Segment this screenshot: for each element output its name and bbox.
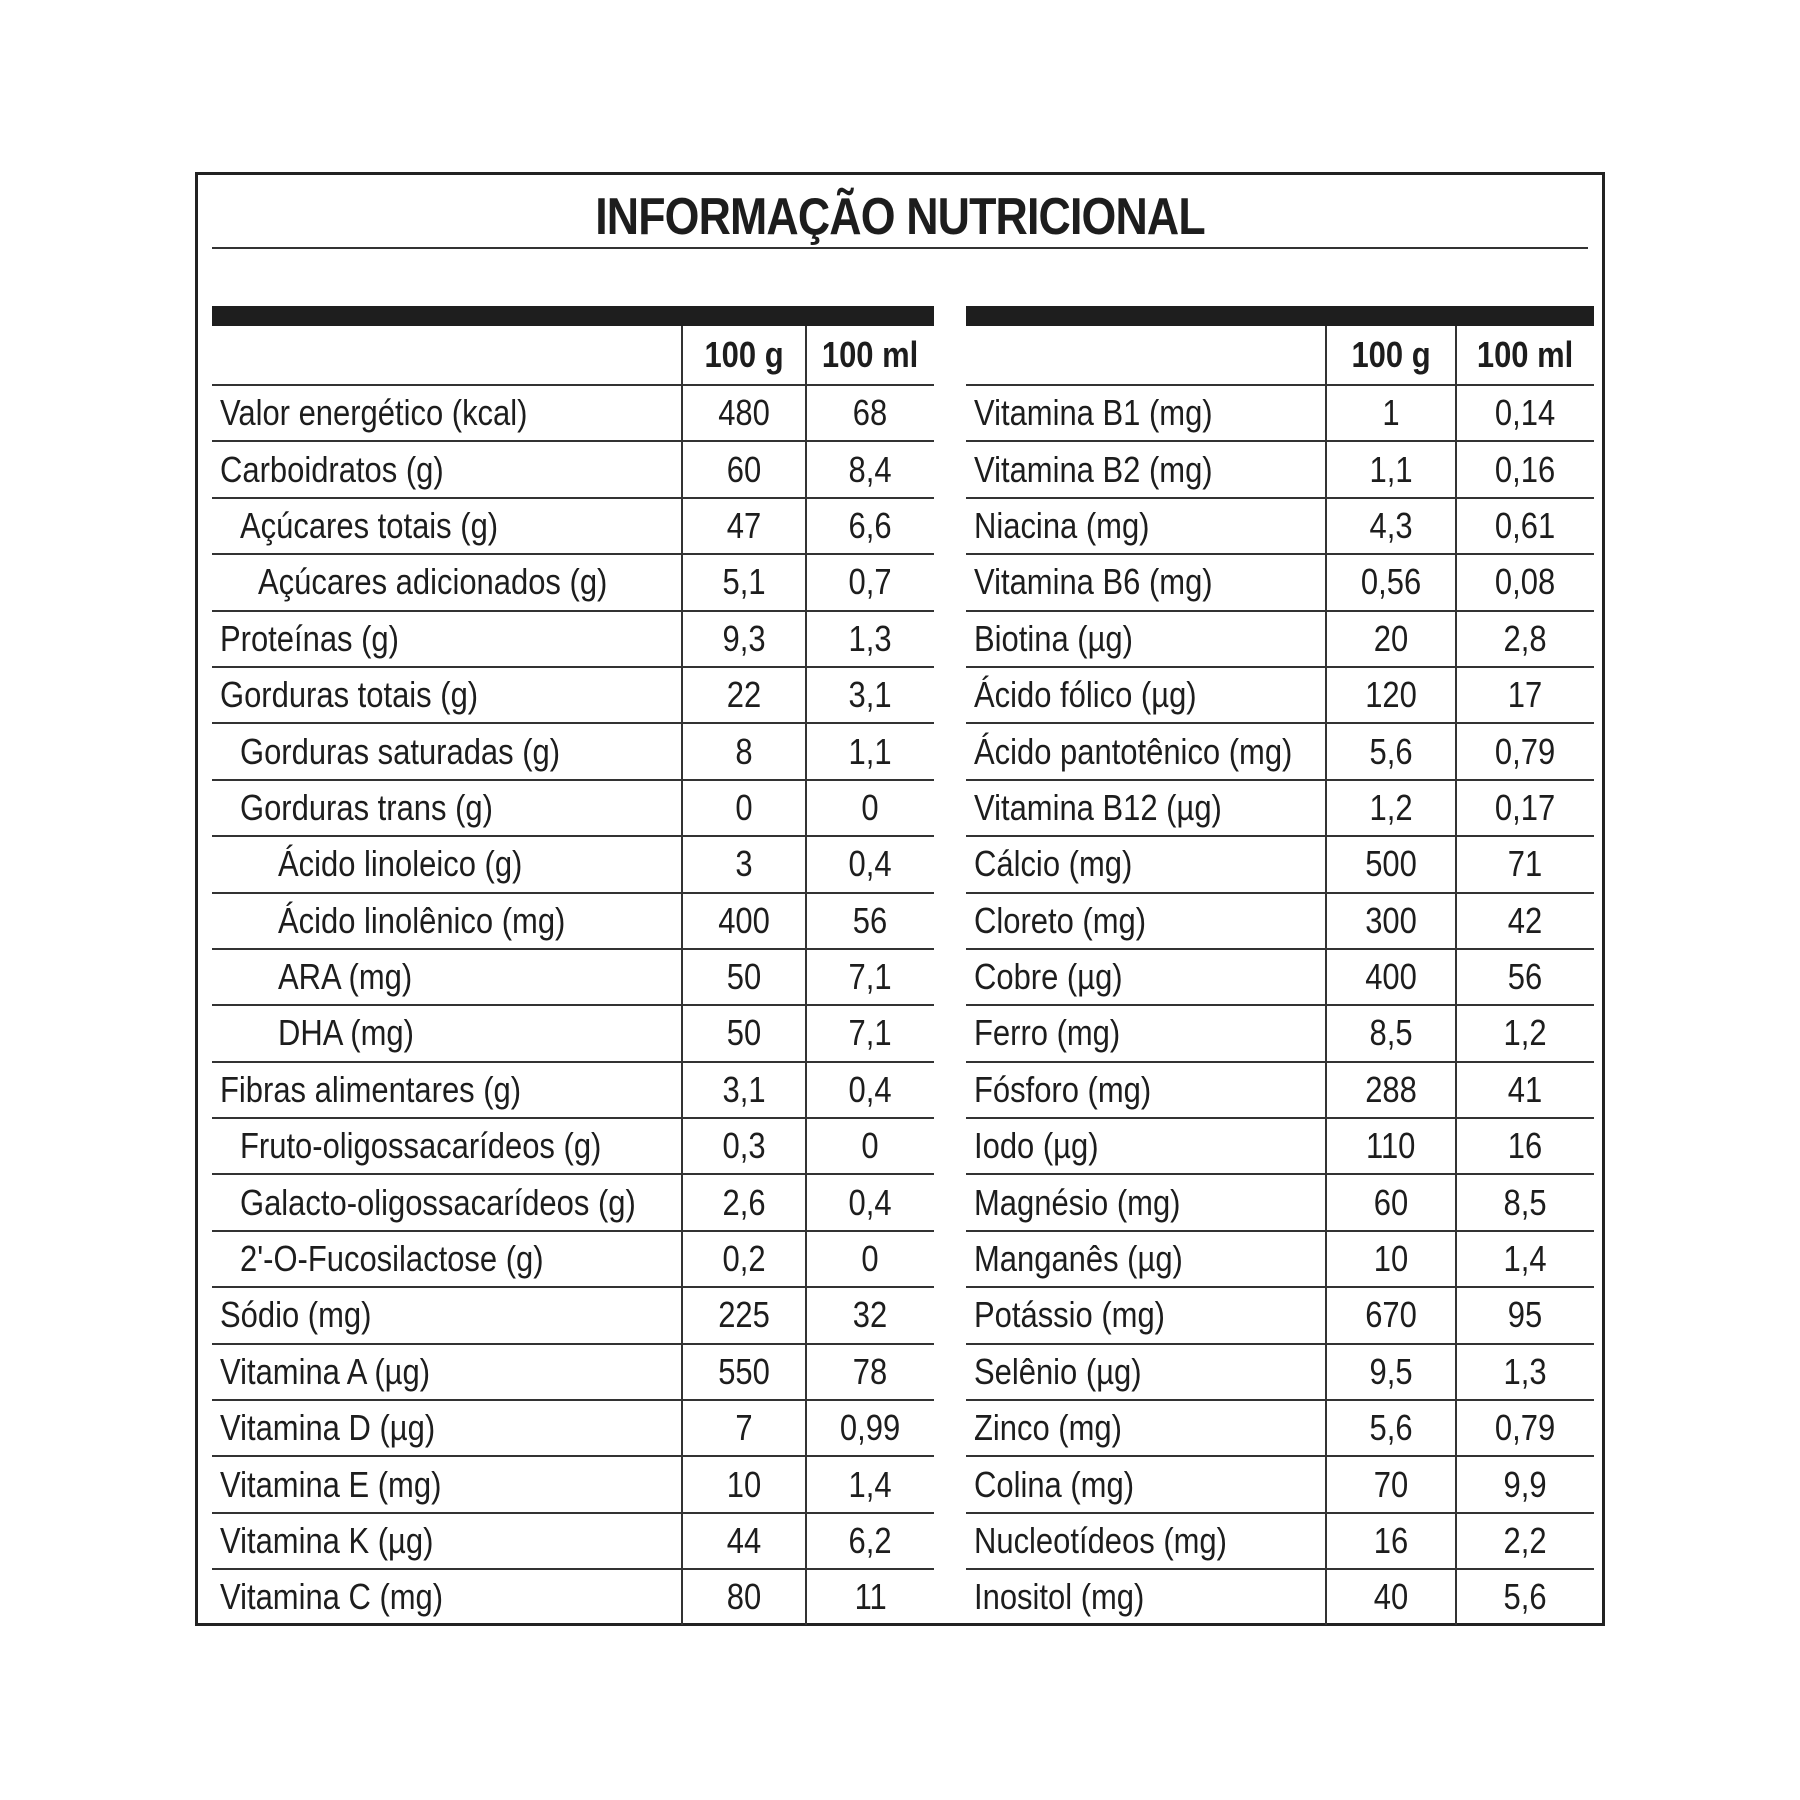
- value-per-100g: 50: [682, 1005, 806, 1061]
- nutrient-label: Ferro (mg): [966, 1005, 1326, 1061]
- value-per-100ml: 78: [806, 1344, 934, 1400]
- value-per-100g: 7: [682, 1400, 806, 1456]
- value-per-100ml: 68: [806, 385, 934, 441]
- value-per-100g: 8: [682, 723, 806, 779]
- value-per-100ml: 7,1: [806, 1005, 934, 1061]
- nutrient-row: [212, 385, 934, 441]
- nutrient-label: Valor energético (kcal): [212, 385, 682, 441]
- nutrient-label: Colina (mg): [966, 1456, 1326, 1512]
- value-per-100g: 20: [1326, 611, 1456, 667]
- nutrition-table-right: [966, 306, 1594, 1625]
- nutrient-label: Gorduras saturadas (g): [212, 723, 682, 779]
- value-per-100ml: 0,4: [806, 1174, 934, 1230]
- nutrient-label: Niacina (mg): [966, 498, 1326, 554]
- nutrient-label: Vitamina K (µg): [212, 1513, 682, 1569]
- nutrient-label: Nucleotídeos (mg): [966, 1513, 1326, 1569]
- value-per-100ml: 1,1: [806, 723, 934, 779]
- nutrient-label: Vitamina D (µg): [212, 1400, 682, 1456]
- value-per-100g: 8,5: [1326, 1005, 1456, 1061]
- value-per-100g: 22: [682, 667, 806, 723]
- nutrient-row: [212, 667, 934, 723]
- value-per-100ml: 1,2: [1456, 1005, 1594, 1061]
- value-per-100ml: 6,2: [806, 1513, 934, 1569]
- value-per-100g: 60: [1326, 1174, 1456, 1230]
- nutrient-label: Gorduras totais (g): [212, 667, 682, 723]
- value-per-100g: 80: [682, 1569, 806, 1624]
- value-per-100g: 10: [682, 1456, 806, 1512]
- nutrient-row: [212, 1456, 934, 1512]
- nutrient-row: [212, 498, 934, 554]
- value-per-100g: 3: [682, 836, 806, 892]
- nutrient-label: Fósforo (mg): [966, 1062, 1326, 1118]
- nutrient-row: [212, 949, 934, 1005]
- nutrition-facts-panel: [195, 172, 1605, 1626]
- value-per-100ml: 0,79: [1456, 723, 1594, 779]
- value-per-100g: 40: [1326, 1569, 1456, 1624]
- header-bar: [212, 306, 934, 326]
- nutrient-row: [212, 1513, 934, 1569]
- value-per-100g: 225: [682, 1287, 806, 1343]
- nutrient-label: Açúcares adicionados (g): [212, 554, 682, 610]
- nutrient-label: Manganês (µg): [966, 1231, 1326, 1287]
- per-100g-header: 100 g: [682, 326, 806, 385]
- value-per-100ml: 9,9: [1456, 1456, 1594, 1512]
- nutrient-label: Cálcio (mg): [966, 836, 1326, 892]
- nutrient-label: ARA (mg): [212, 949, 682, 1005]
- nutrient-row: [212, 1344, 934, 1400]
- nutrient-label: Galacto-oligossacarídeos (g): [212, 1174, 682, 1230]
- nutrient-row: [212, 1287, 934, 1343]
- value-per-100ml: 0,16: [1456, 441, 1594, 497]
- value-per-100g: 16: [1326, 1513, 1456, 1569]
- nutrient-label: Vitamina B6 (mg): [966, 554, 1326, 610]
- value-per-100ml: 1,4: [1456, 1231, 1594, 1287]
- nutrient-row: [966, 1005, 1594, 1061]
- value-per-100ml: 0,4: [806, 1062, 934, 1118]
- column-header-row: [966, 326, 1594, 385]
- nutrient-row: [966, 1062, 1594, 1118]
- nutrient-row: [966, 441, 1594, 497]
- value-per-100ml: 0,61: [1456, 498, 1594, 554]
- value-per-100g: 5,1: [682, 554, 806, 610]
- nutrient-row: [966, 1174, 1594, 1230]
- nutrient-row: [966, 385, 1594, 441]
- value-per-100g: 480: [682, 385, 806, 441]
- value-per-100g: 5,6: [1326, 723, 1456, 779]
- value-per-100ml: 11: [806, 1569, 934, 1624]
- nutrient-label: Ácido pantotênico (mg): [966, 723, 1326, 779]
- value-per-100ml: 0: [806, 1118, 934, 1174]
- value-per-100g: 0,2: [682, 1231, 806, 1287]
- value-per-100g: 500: [1326, 836, 1456, 892]
- value-per-100ml: 8,4: [806, 441, 934, 497]
- value-per-100ml: 17: [1456, 667, 1594, 723]
- nutrient-label: Cloreto (mg): [966, 893, 1326, 949]
- nutrient-row: [212, 554, 934, 610]
- value-per-100ml: 7,1: [806, 949, 934, 1005]
- value-per-100g: 3,1: [682, 1062, 806, 1118]
- value-per-100g: 10: [1326, 1231, 1456, 1287]
- nutrient-row: [966, 893, 1594, 949]
- value-per-100ml: 0,79: [1456, 1400, 1594, 1456]
- nutrient-row: [966, 780, 1594, 836]
- value-per-100ml: 1,3: [1456, 1344, 1594, 1400]
- nutrient-row: [212, 836, 934, 892]
- nutrient-label: Selênio (µg): [966, 1344, 1326, 1400]
- value-per-100g: 288: [1326, 1062, 1456, 1118]
- nutrient-label: 2'-O-Fucosilactose (g): [212, 1231, 682, 1287]
- nutrient-label: Carboidratos (g): [212, 441, 682, 497]
- value-per-100ml: 6,6: [806, 498, 934, 554]
- nutrient-row: [966, 1344, 1594, 1400]
- value-per-100ml: 2,8: [1456, 611, 1594, 667]
- nutrient-label: Fruto-oligossacarídeos (g): [212, 1118, 682, 1174]
- value-per-100g: 44: [682, 1513, 806, 1569]
- value-per-100ml: 0,14: [1456, 385, 1594, 441]
- nutrient-label: Iodo (µg): [966, 1118, 1326, 1174]
- value-per-100g: 0,56: [1326, 554, 1456, 610]
- nutrition-table-left: [212, 306, 934, 1625]
- value-per-100ml: 0: [806, 780, 934, 836]
- nutrient-row: [966, 1456, 1594, 1512]
- panel-title: INFORMAÇÃO NUTRICIONAL: [595, 188, 1205, 246]
- nutrient-column-header: [966, 326, 1326, 385]
- title-divider: [212, 247, 1588, 249]
- nutrient-label: Fibras alimentares (g): [212, 1062, 682, 1118]
- nutrient-label: Ácido linoleico (g): [212, 836, 682, 892]
- value-per-100g: 9,5: [1326, 1344, 1456, 1400]
- nutrient-row: [966, 1400, 1594, 1456]
- nutrient-label: Zinco (mg): [966, 1400, 1326, 1456]
- value-per-100g: 2,6: [682, 1174, 806, 1230]
- value-per-100ml: 41: [1456, 1062, 1594, 1118]
- nutrient-row: [966, 1231, 1594, 1287]
- value-per-100g: 4,3: [1326, 498, 1456, 554]
- nutrient-label: Vitamina B12 (µg): [966, 780, 1326, 836]
- nutrient-row: [966, 1569, 1594, 1624]
- value-per-100ml: 56: [806, 893, 934, 949]
- nutrient-label: Ácido fólico (µg): [966, 667, 1326, 723]
- nutrient-label: Biotina (µg): [966, 611, 1326, 667]
- nutrient-row: [966, 498, 1594, 554]
- value-per-100g: 1,2: [1326, 780, 1456, 836]
- per-100ml-header: 100 ml: [1456, 326, 1594, 385]
- value-per-100g: 300: [1326, 893, 1456, 949]
- nutrient-column-header: [212, 326, 682, 385]
- value-per-100g: 550: [682, 1344, 806, 1400]
- value-per-100ml: 2,2: [1456, 1513, 1594, 1569]
- value-per-100g: 60: [682, 441, 806, 497]
- nutrient-label: Vitamina B1 (mg): [966, 385, 1326, 441]
- value-per-100g: 400: [1326, 949, 1456, 1005]
- nutrient-row: [212, 1118, 934, 1174]
- nutrient-row: [966, 836, 1594, 892]
- nutrient-label: Vitamina B2 (mg): [966, 441, 1326, 497]
- value-per-100g: 5,6: [1326, 1400, 1456, 1456]
- nutrient-label: Cobre (µg): [966, 949, 1326, 1005]
- nutrient-row: [966, 611, 1594, 667]
- nutrient-label: Potássio (mg): [966, 1287, 1326, 1343]
- header-bar: [966, 306, 1594, 326]
- nutrient-label: Ácido linolênico (mg): [212, 893, 682, 949]
- nutrient-row: [212, 1005, 934, 1061]
- value-per-100g: 47: [682, 498, 806, 554]
- nutrient-label: Magnésio (mg): [966, 1174, 1326, 1230]
- value-per-100ml: 0,4: [806, 836, 934, 892]
- nutrient-row: [212, 1569, 934, 1624]
- nutrient-row: [966, 667, 1594, 723]
- value-per-100ml: 71: [1456, 836, 1594, 892]
- value-per-100g: 0: [682, 780, 806, 836]
- value-per-100ml: 0,7: [806, 554, 934, 610]
- nutrient-label: DHA (mg): [212, 1005, 682, 1061]
- nutrient-row: [966, 1287, 1594, 1343]
- nutrient-label: Inositol (mg): [974, 1576, 1145, 1618]
- value-per-100g: 9,3: [682, 611, 806, 667]
- nutrient-row: [966, 554, 1594, 610]
- value-per-100ml: 0,08: [1456, 554, 1594, 610]
- nutrient-row: [212, 723, 934, 779]
- value-per-100ml: 3,1: [806, 667, 934, 723]
- value-per-100ml: 5,6: [1456, 1569, 1594, 1624]
- value-per-100ml: 0: [806, 1231, 934, 1287]
- nutrient-label: Vitamina E (mg): [212, 1456, 682, 1512]
- nutrient-row: [966, 723, 1594, 779]
- nutrient-row: [966, 1118, 1594, 1174]
- value-per-100g: 50: [682, 949, 806, 1005]
- value-per-100g: 400: [682, 893, 806, 949]
- value-per-100ml: 8,5: [1456, 1174, 1594, 1230]
- value-per-100ml: 56: [1456, 949, 1594, 1005]
- nutrient-label: Gorduras trans (g): [212, 780, 682, 836]
- per-100g-header: 100 g: [1326, 326, 1456, 385]
- value-per-100ml: 32: [806, 1287, 934, 1343]
- nutrient-row: [966, 1513, 1594, 1569]
- nutrient-row: [212, 1062, 934, 1118]
- nutrient-row: [212, 441, 934, 497]
- value-per-100g: 670: [1326, 1287, 1456, 1343]
- value-per-100g: 1: [1326, 385, 1456, 441]
- nutrient-label: Açúcares totais (g): [212, 498, 682, 554]
- value-per-100ml: 42: [1456, 893, 1594, 949]
- value-per-100ml: 0,17: [1456, 780, 1594, 836]
- value-per-100ml: 1,3: [806, 611, 934, 667]
- value-per-100ml: 95: [1456, 1287, 1594, 1343]
- value-per-100g: 110: [1326, 1118, 1456, 1174]
- value-per-100g: 0,3: [682, 1118, 806, 1174]
- nutrient-label: Vitamina A (µg): [212, 1344, 682, 1400]
- nutrient-row: [212, 1231, 934, 1287]
- nutrient-label: Vitamina C (mg): [220, 1576, 444, 1618]
- nutrient-row: [212, 611, 934, 667]
- value-per-100ml: 16: [1456, 1118, 1594, 1174]
- per-100ml-header: 100 ml: [806, 326, 934, 385]
- nutrient-row: [212, 1174, 934, 1230]
- value-per-100g: 1,1: [1326, 441, 1456, 497]
- nutrient-row: [212, 780, 934, 836]
- column-header-row: [212, 326, 934, 385]
- nutrient-label: Proteínas (g): [212, 611, 682, 667]
- value-per-100ml: 0,99: [806, 1400, 934, 1456]
- nutrient-row: [966, 949, 1594, 1005]
- nutrient-row: [212, 1400, 934, 1456]
- value-per-100ml: 1,4: [806, 1456, 934, 1512]
- nutrient-label: Sódio (mg): [212, 1287, 682, 1343]
- value-per-100g: 70: [1326, 1456, 1456, 1512]
- nutrient-row: [212, 893, 934, 949]
- value-per-100g: 120: [1326, 667, 1456, 723]
